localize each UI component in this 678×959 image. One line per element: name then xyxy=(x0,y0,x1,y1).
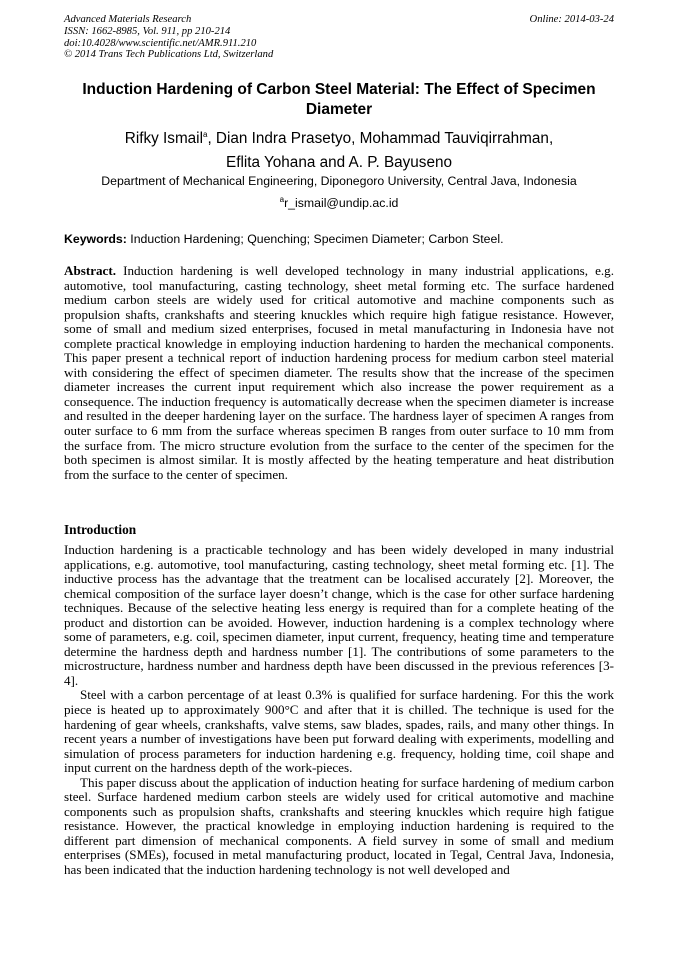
journal-name: Advanced Materials Research xyxy=(64,14,192,25)
abstract xyxy=(64,264,614,482)
paper-title: Induction Hardening of Carbon Steel Material: The Effect of Specimen Diameter xyxy=(82,81,596,118)
doi: doi:10.4028/www.scientific.net/AMR.911.210 xyxy=(64,37,257,49)
paragraph: Steel with a carbon percentage of at least 0.3% is qualified for surface hardening. For this the work piece is heated up to approximately 900°C and after that it is chilled. The technique is used for the hardening of gear wheels, crankshafts, valve stems, saw blades, spades, rails, and many other things. In recent years a number of investigations have been put forward dealing with experiments, modelling and simulation of process parameters for induction hardening e.g. frequency, holding time, coil shape and input current on the hardness depth of the work-pieces. xyxy=(64,687,614,776)
abstract-text: Induction hardening is well developed technology in many industrial applications, e.g. automotive, tool manufacturing, casting technology, sheet metal forming etc. The surface hardened medium carbon steels are widely used for critical automotive and machine components such as propulsion shafts, crankshafts and steering knuckles which require high fatigue resistance. However, some of small and medium sized enterprises, focused in metal manufacturing in Indonesia have not complete practical knowledge in employing induction hardening to harden the mechanical components. This paper present a technical report of induction hardening process for medium carbon steel material with considering the effect of specimen diameter. The results show that the increase of the specimen diameter increases the current input requirement which also increase the power requirement as a consequence. The induction frequency is automatically decrease when the specimen diameter is increase and resulted in the deeper hardening layer on the surface. The hardness layer of specimen A ranges from outer surface to 6 mm from the surface whereas specimen B ranges from outer surface to 10 mm from the surface from. The micro structure evolution from the surface to the center of the specimen for the both specimen is almost similar. It is mostly affected by the heating temperature and heat distribution from the surface to the center of specimen. xyxy=(64,263,614,482)
email-sup: a xyxy=(279,195,285,204)
copyright: © 2014 Trans Tech Publications Ltd, Switzerland xyxy=(64,49,274,61)
author-first: Rifky Ismail xyxy=(124,130,203,148)
affiliation: Department of Mechanical Engineering, Diponegoro University, Central Java, Indonesia xyxy=(101,174,577,188)
authors xyxy=(64,123,614,175)
authors-line2: Eflita Yohana and A. P. Bayuseno xyxy=(226,154,452,172)
paragraph: This paper discuss about the application of induction heating for surface hardening of medium carbon steel. Surface hardened medium carbon steels are widely used for critical automotive and machine components such as propulsion shafts, crankshafts and steering knuckles which require high fatigue resistance. However, the practical knowledge in employing induction hardening is required to the different part dimension of mechanical components. A field survey in some of small and medium enterprises (SMEs), focused in metal manufacturing product, located in Tegal, Central Java, Indonesia, has been indicated that the induction hardening technology is not well developed and xyxy=(64,774,614,878)
authors-line1: , Dian Indra Prasetyo, Mohammad Tauviqirrahman, xyxy=(207,130,554,148)
abstract-label: Abstract. xyxy=(64,263,116,278)
introduction-body xyxy=(64,543,614,878)
introduction-heading: Introduction xyxy=(64,522,137,537)
email-address[interactable]: r_ismail@undip.ac.id xyxy=(284,196,399,211)
email xyxy=(64,195,614,210)
keywords-text: Induction Hardening; Quenching; Specimen Diameter; Carbon Steel. xyxy=(126,232,504,246)
author-sup: a xyxy=(202,130,208,139)
online-date: Online: 2014-03-24 xyxy=(529,14,614,25)
keywords xyxy=(64,232,504,246)
keywords-label: Keywords: xyxy=(64,232,127,246)
issn: ISSN: 1662-8985, Vol. 911, pp 210-214 xyxy=(64,25,231,37)
journal-header xyxy=(64,14,273,61)
paragraph: Induction hardening is a practicable technology and has been widely developed in many industrial applications, e.g. automotive, tool manufacturing, casting technology, sheet metal forming etc. [1]. The inductive process has the advantage that the treatment can be localised accurately [2]. Moreover, the chemical composition of the surface layer doesn’t change, which is the case for other surface hardening techniques. Because of the selective heating less energy is required than for a complete heating of the product and distortion can be avoided. However, induction hardening is a complex technology where some of parameters, e.g. coil, specimen diameter, input current, frequency, heating time and temperature determine the hardness depth and hardness number [1]. The contributions of some parameters to the microstructure, hardness number and hardness depth have been discussed in the previous references [3-4]. xyxy=(64,542,614,688)
